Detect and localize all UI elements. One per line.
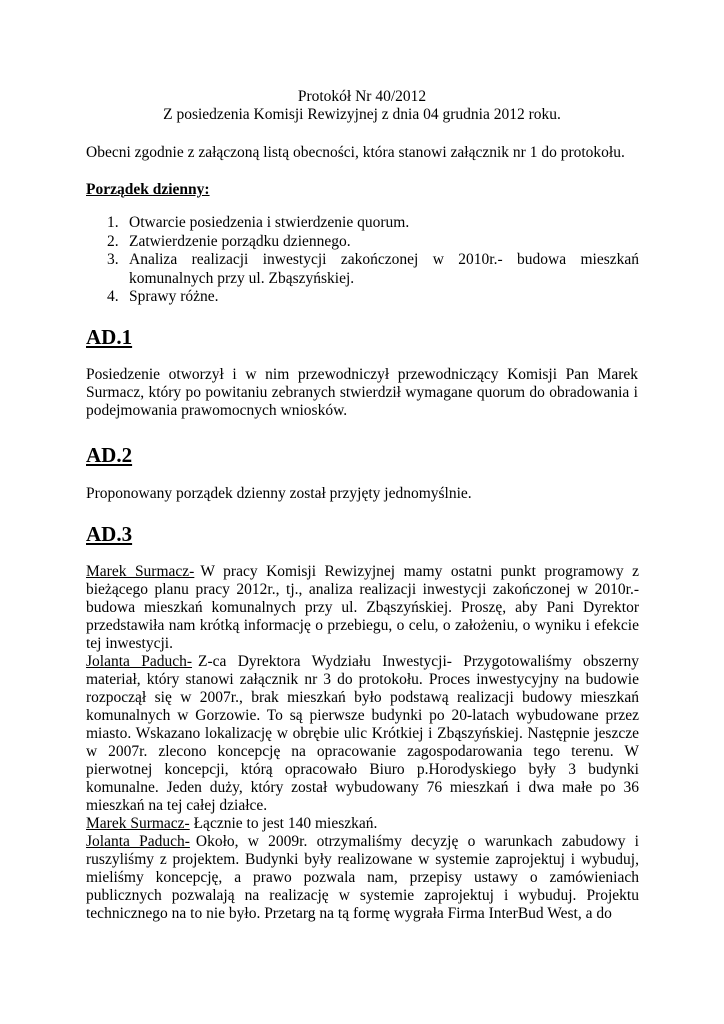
agenda-item-text: Otwarcie posiedzenia i stwierdzenie quorum. (129, 214, 410, 231)
agenda-item-number: 1. (107, 214, 119, 231)
agenda-item-text: Zatwierdzenie porządku dziennego. (129, 232, 351, 250)
statement-text: W pracy Komisji Rewizyjnej mamy ostatni punkt programowy z bieżącego planu pracy 2012r., tj., analiza realizacji inwestycji zakończonej w 2010r.- budowa mieszkań komunalnych przy ul. Zbąszyńskiej. Proszę, aby Pani Dyrektor przedstawiła nam krótką informację o przebiegu, o celu, o założeniu, o wyniku i efekcie tej inwestycji. (86, 563, 639, 652)
agenda-item-text: Analiza realizacji inwestycji zakończonej w 2010r.- budowa mieszkań komunalnych przy ul. Zbąszyńskiej. (129, 251, 639, 287)
agenda-heading: Porządek dzienny: (86, 181, 210, 198)
speaker-name: Marek Surmacz- (86, 563, 195, 580)
agenda-item-number: 2. (107, 232, 119, 250)
statement-text: Łącznie to jest 140 mieszkań. (193, 815, 378, 832)
agenda-item-text: Sprawy różne. (129, 288, 219, 305)
section-heading-ad2: AD.2 (86, 443, 133, 467)
agenda-item-number: 4. (107, 288, 119, 305)
speaker-name: Jolanta Paduch- (86, 833, 190, 850)
section-heading-ad1: AD.1 (86, 325, 133, 349)
statement (86, 563, 639, 653)
document-subtitle: Z posiedzenia Komisji Rewizyjnej z dnia 04 grudnia 2012 roku. (163, 106, 561, 123)
agenda-list (107, 214, 639, 307)
statement (86, 815, 639, 833)
agenda-item-number: 3. (107, 251, 119, 268)
statement-text: Z-ca Dyrektora Wydziału Inwestycji- Przygotowaliśmy obszerny materiał, który stanowi załącznik nr 3 do protokołu. Proces inwestycyjny na budowie rozpoczął się w 2007r., brak mieszkań było podstawą realizacji budowy mieszkań komunalnych w Gorzowie. To są pierwsze budynki po 20-latach wybudowane przez miasto. Wskazano lokalizację w obrębie ulic Krótkiej i Zbąszyńskiej. Następnie jeszcze w 2007r. zlecono koncepcję na opracowanie zagospodarowania tego terenu. W pierwotnej koncepcji, którą opracowało Biuro p.Horodyskiego były 3 budynki komunalne. Jeden duży, który został wybudowany 76 mieszkań i dwa małe po 36 mieszkań na tej całej działce. (86, 653, 639, 814)
agenda-item (107, 214, 639, 233)
speaker-name: Marek Surmacz- (86, 815, 190, 832)
agenda-item (107, 233, 639, 252)
agenda-item (107, 251, 639, 288)
document-title: Protokół Nr 40/2012 (297, 88, 427, 105)
speaker-name: Jolanta Paduch- (86, 653, 193, 670)
statement (86, 833, 639, 923)
statement (86, 653, 639, 815)
attendance-text: Obecni zgodnie z załączoną listą obecności, która stanowi załącznik nr 1 do protokołu. (86, 144, 625, 161)
ad2-text: Proponowany porządek dzienny został przyjęty jednomyślnie. (86, 485, 472, 502)
statement-text: Około, w 2009r. otrzymaliśmy decyzję o warunkach zabudowy i ruszyliśmy z projektem. Budynki były realizowane w systemie zaprojektuj i wybuduj, mieliśmy koncepcję, a prawo pozwala nam, przepisy ustawy o zamówieniach publicznych pozwalają na realizację w systemie zaprojektuj i wybuduj. Projektu technicznego na to nie było. Przetarg na tą formę wygrała Firma InterBud West, a do (86, 833, 639, 922)
ad3-transcript (86, 563, 639, 923)
agenda-item (107, 288, 639, 307)
ad1-text: Posiedzenie otworzył i w nim przewodniczył przewodniczący Komisji Pan Marek Surmacz, który po powitaniu zebranych stwierdził wymagane quorum do obradowania i podejmowania prawomocnych wniosków. (86, 366, 638, 419)
section-heading-ad3: AD.3 (86, 522, 133, 546)
